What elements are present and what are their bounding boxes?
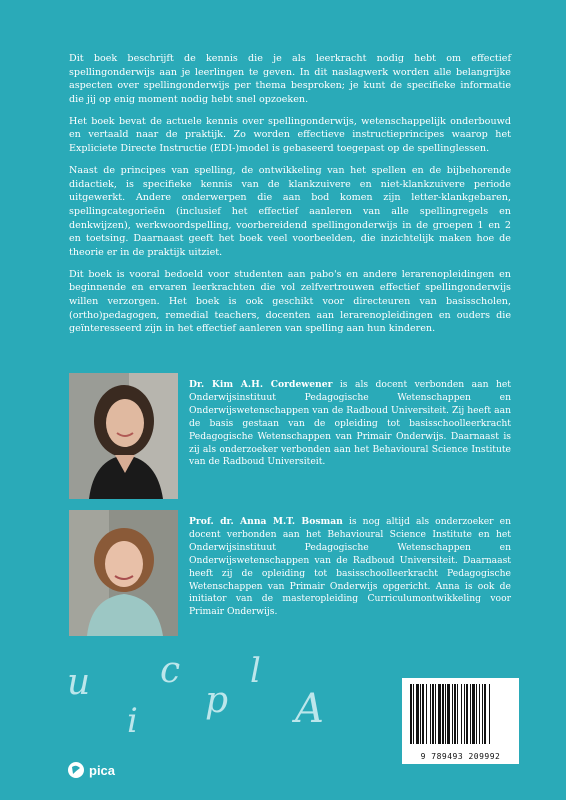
blurb-paragraph-2: Het boek bevat de actuele kennis over spellingonderwijs, wetenschappelijk onderbouwd en vertaald naar de praktijk. Zo worden effectieve instructieprincipes waarop het Expliciete Directe Instructie (EDI-)model is gebaseerd toegepast op de spellinglessen. xyxy=(69,115,511,155)
barcode xyxy=(402,678,519,764)
blurb-paragraph-1: Dit boek beschrijft de kennis die je als leerkracht nodig hebt om effectief spellingonderwijs aan je leerlingen te geven. In dit naslagwerk worden alle belangrijke aspecten over spellingonderwijs per thema besproken; je kunt de specifieke informatie die jij op enig moment nodig hebt snel opzoeken. xyxy=(69,53,511,105)
barcode-bars xyxy=(402,678,519,748)
publisher-name: pica xyxy=(89,762,116,778)
publisher-logo xyxy=(67,760,115,780)
author-cordewener xyxy=(69,373,511,498)
author-section xyxy=(69,373,511,647)
letter-p: p xyxy=(205,680,229,721)
letter-c: c xyxy=(160,650,181,691)
author-bio-bosman xyxy=(189,516,511,619)
letter-a: A xyxy=(295,686,324,732)
decorative-letters xyxy=(55,642,355,752)
blurb xyxy=(69,52,511,344)
author-bio-text: is als docent verbonden aan het Onderwijsinstituut Pedagogische Wetenschappen en Onderwijswetenschappen van de Radboud Universiteit. Zij heeft aan de basis gestaan van de opleiding tot basisschoolleerkracht Pedagogische Wetenschappen van Primair Onderwijs. Daarnaast is zij als onderzoeker verbonden aan het Behavioural Science Institute van de Radboud Universiteit. xyxy=(189,379,511,468)
letter-i: i xyxy=(127,701,138,741)
blurb-paragraph-4: Dit boek is vooral bedoeld voor studenten aan pabo's en andere lerarenopleidingen en beginnende en ervaren leerkrachten die vol zelfvertrouwen effectief spellingonderwijs willen verzorgen. Het boek is ook geschikt voor directeuren van basisscholen, (ortho)pedagogen, remedial teachers, docenten aan lerarenopleidingen en ouders die geïnteresseerd zijn in het effectief aanleren van spelling aan hun kinderen. xyxy=(69,268,511,335)
isbn-number: 9 789493 209992 xyxy=(420,752,501,761)
author-bio-text: is nog altijd als onderzoeker en docent verbonden aan het Behavioural Science Institute en het Onderwijsinstituut Pedagogische Wetenschappen en Onderwijswetenschappen van de Radboud Universiteit. Daarnaast heeft zij de opleiding tot basisschoolleerkracht Pedagogische Wetenschappen van Primair Onderwijs opgericht. Anna is ook de initiator van de masteropleiding Curriculumontwikkeling voor Primair Onderwijs. xyxy=(189,516,511,618)
letter-u: u xyxy=(67,662,91,703)
author-bio-cordewener xyxy=(189,379,511,469)
blurb-paragraph-3: Naast de principes van spelling, de ontwikkeling van het spellen en de bijbehorende didactiek, is specifieke kennis van de klankzuivere en niet-klankzuivere periode uitgewerkt. Andere onderwerpen die aan bod komen zijn letter-klankgebaren, spellingcategorieën (inclusief het effectief aanleren van alle spellingregels en denkwijzen), werkwoordspelling, voorbereidend spellingonderwijs in de groepen 1 en 2 en toetsing. Daarnaast geeft het boek veel voorbeelden, die inzichtelijk maken hoe de theorie er in de praktijk uitziet. xyxy=(69,165,511,258)
author-name: Prof. dr. Anna M.T. Bosman xyxy=(189,516,343,527)
author-photo-bosman xyxy=(69,510,178,636)
author-name: Dr. Kim A.H. Cordewener xyxy=(189,379,333,390)
letter-l: l xyxy=(250,651,261,691)
author-photo-cordewener xyxy=(69,373,178,499)
author-bosman xyxy=(69,510,511,635)
publisher-logo-icon xyxy=(67,761,85,779)
